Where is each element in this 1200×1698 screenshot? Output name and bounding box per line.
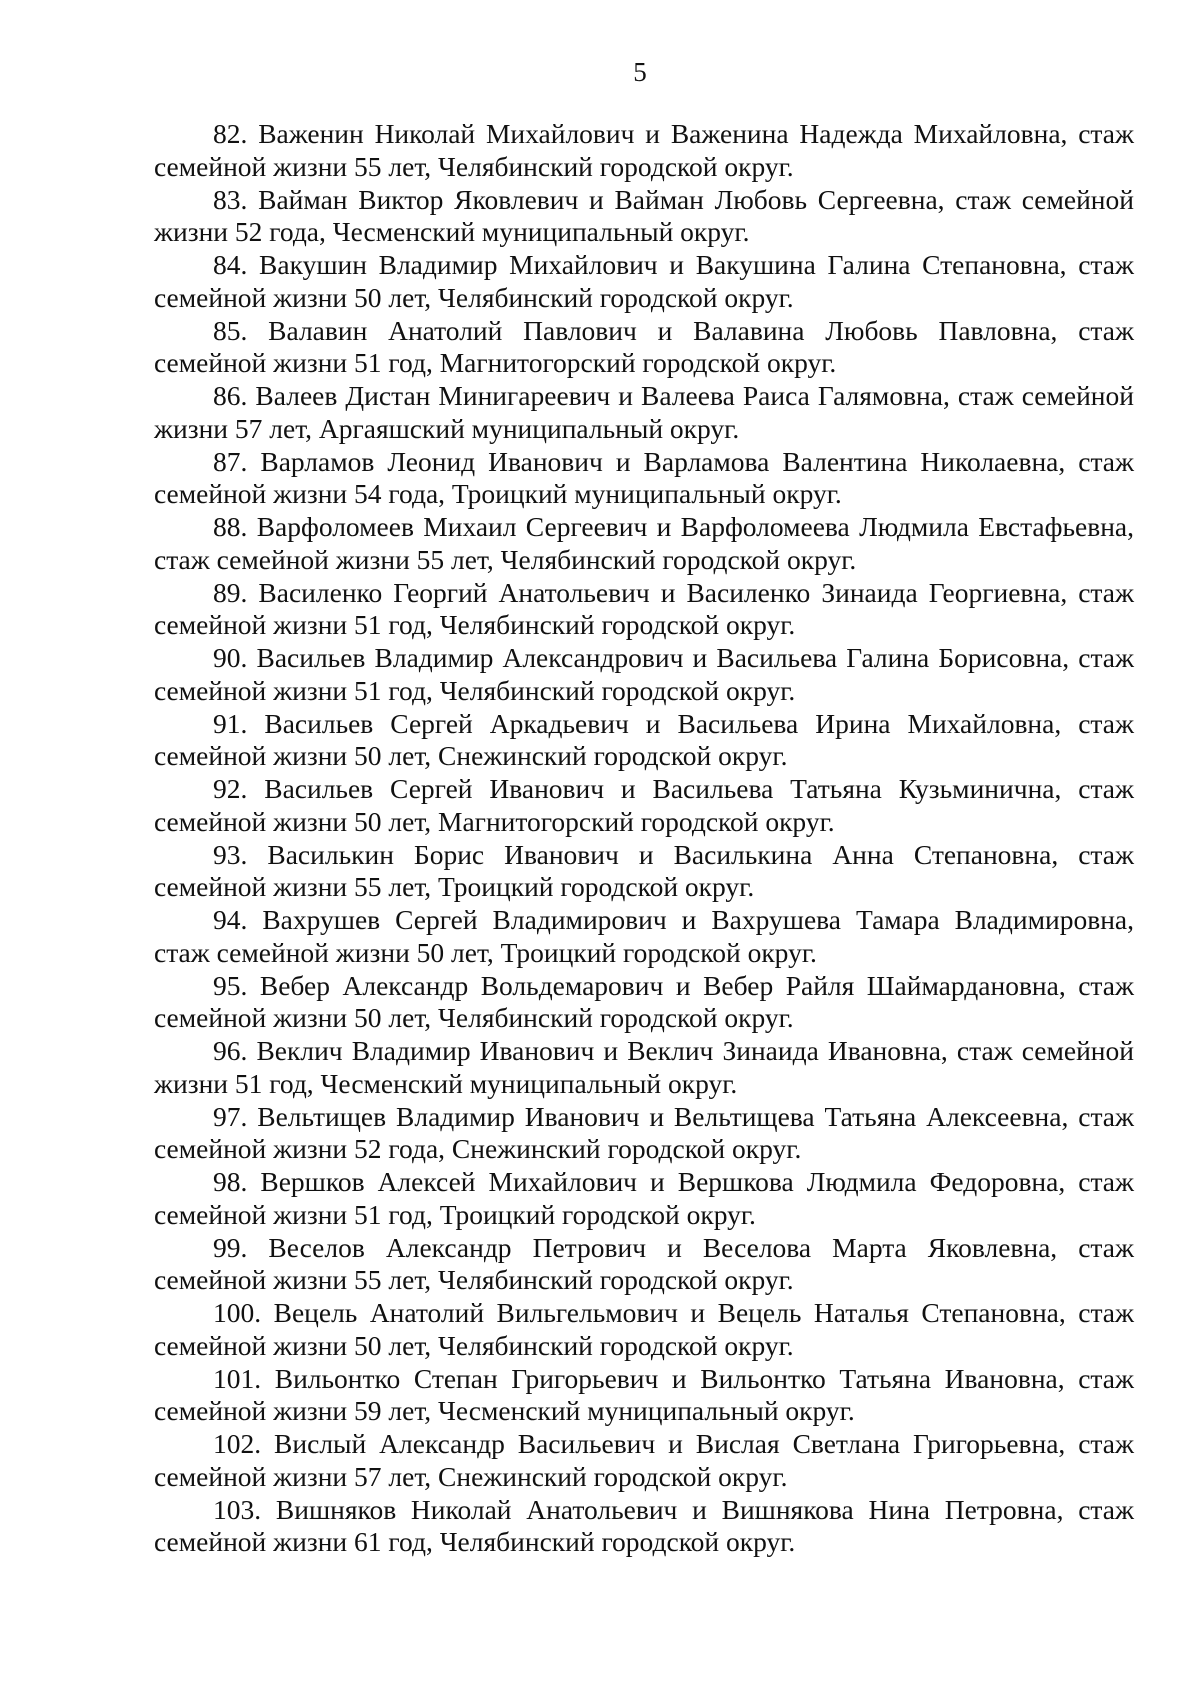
list-item: 99. Веселов Александр Петрович и Веселова Марта Яковлевна, стаж семейной жизни 55 лет, Челябинский городской округ.	[154, 1231, 1134, 1295]
list-item: 96. Веклич Владимир Иванович и Веклич Зинаида Ивановна, стаж семейной жизни 51 год, Чесменский муниципальный округ.	[154, 1035, 1134, 1099]
list-item: 95. Вебер Александр Вольдемарович и Вебер Райля Шаймардановна, стаж семейной жизни 50 лет, Челябинский городской округ.	[154, 969, 1134, 1033]
list-item: 93. Василькин Борис Иванович и Василькина Анна Степановна, стаж семейной жизни 55 лет, Троицкий городской округ.	[154, 838, 1134, 902]
list-item: 90. Васильев Владимир Александрович и Васильева Галина Борисовна, стаж семейной жизни 51 год, Челябинский городской округ.	[154, 642, 1134, 706]
list-item: 82. Важенин Николай Михайлович и Важенина Надежда Михайловна, стаж семейной жизни 55 лет, Челябинский городской округ.	[154, 118, 1134, 182]
list-item: 88. Варфоломеев Михаил Сергеевич и Варфоломеева Людмила Евстафьевна, стаж семейной жизни 55 лет, Челябинский городской округ.	[154, 511, 1134, 575]
list-item: 101. Вильонтко Степан Григорьевич и Вильонтко Татьяна Ивановна, стаж семейной жизни 59 лет, Чесменский муниципальный округ.	[154, 1362, 1134, 1426]
list-item: 103. Вишняков Николай Анатольевич и Вишнякова Нина Петровна, стаж семейной жизни 61 год, Челябинский городской округ.	[154, 1493, 1134, 1557]
list-item: 89. Василенко Георгий Анатольевич и Василенко Зинаида Георгиевна, стаж семейной жизни 51 год, Челябинский городской округ.	[154, 576, 1134, 640]
list-item: 91. Васильев Сергей Аркадьевич и Васильева Ирина Михайловна, стаж семейной жизни 50 лет, Снежинский городской округ.	[154, 707, 1134, 771]
entry-list	[154, 118, 1134, 1559]
list-item: 100. Вецель Анатолий Вильгельмович и Вецель Наталья Степановна, стаж семейной жизни 50 лет, Челябинский городской округ.	[154, 1297, 1134, 1361]
list-item: 98. Вершков Алексей Михайлович и Вершкова Людмила Федоровна, стаж семейной жизни 51 год, Троицкий городской округ.	[154, 1166, 1134, 1230]
list-item: 85. Валавин Анатолий Павлович и Валавина Любовь Павловна, стаж семейной жизни 51 год, Магнитогорский городской округ.	[154, 314, 1134, 378]
list-item: 83. Вайман Виктор Яковлевич и Вайман Любовь Сергеевна, стаж семейной жизни 52 года, Чесменский муниципальный округ.	[154, 183, 1134, 247]
list-item: 97. Вельтищев Владимир Иванович и Вельтищева Татьяна Алексеевна, стаж семейной жизни 52 года, Снежинский городской округ.	[154, 1100, 1134, 1164]
page-number: 5	[633, 57, 647, 87]
list-item: 94. Вахрушев Сергей Владимирович и Вахрушева Тамара Владимировна, стаж семейной жизни 50 лет, Троицкий городской округ.	[154, 904, 1134, 968]
list-item: 102. Вислый Александр Васильевич и Вислая Светлана Григорьевна, стаж семейной жизни 57 лет, Снежинский городской округ.	[154, 1428, 1134, 1492]
list-item: 92. Васильев Сергей Иванович и Васильева Татьяна Кузьминична, стаж семейной жизни 50 лет, Магнитогорский городской округ.	[154, 773, 1134, 837]
list-item: 87. Варламов Леонид Иванович и Варламова Валентина Николаевна, стаж семейной жизни 54 года, Троицкий муниципальный округ.	[154, 445, 1134, 509]
list-item: 86. Валеев Дистан Минигареевич и Валеева Раиса Галямовна, стаж семейной жизни 57 лет, Аргаяшский муниципальный округ.	[154, 380, 1134, 444]
list-item: 84. Вакушин Владимир Михайлович и Вакушина Галина Степановна, стаж семейной жизни 50 лет, Челябинский городской округ.	[154, 249, 1134, 313]
